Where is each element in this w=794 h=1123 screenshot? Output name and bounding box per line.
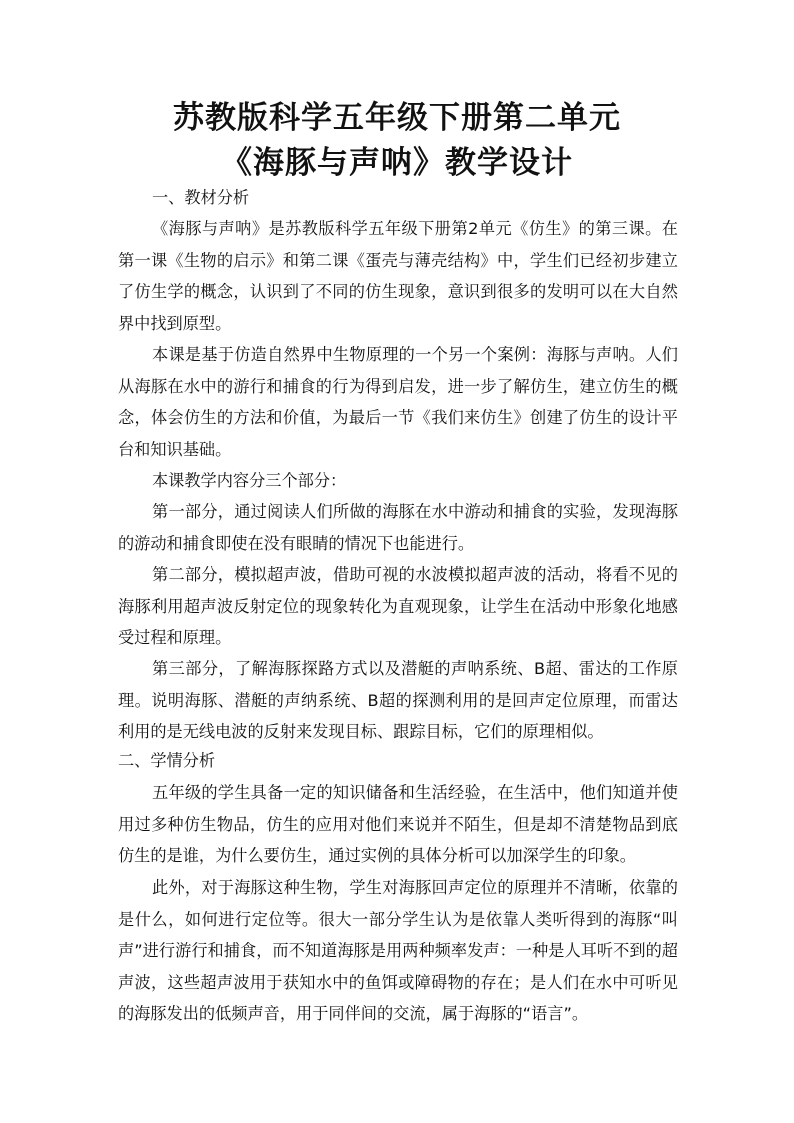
section1-paragraph-1: 《海豚与声呐》是苏教版科学五年级下册第2单元《仿生》的第三课。在第一课《生物的启示》和第二课《蛋壳与薄壳结构》中，学生们已经初步建立了仿生学的概念，认识到了不同的仿生现象，意识到很多的发明可以在大自然界中找到原型。: [118, 219, 678, 333]
document-title-line2: 《海豚与声呐》教学设计: [221, 145, 573, 181]
document-title-line1: 苏教版科学五年级下册第二单元: [173, 100, 621, 136]
section1-paragraph-5: 第二部分，模拟超声波，借助可视的水波模拟超声波的活动，将看不见的海豚利用超声波反射定位的现象转化为直观现象，让学生在活动中形象化地感受过程和原理。: [118, 565, 678, 647]
section2-heading: 二、学情分析: [118, 751, 216, 770]
section2-paragraph-1: 五年级的学生具备一定的知识储备和生活经验，在生活中，他们知道并使用过多种仿生物品，仿生的应用对他们来说并不陌生，但是却不清楚物品到底仿生的是谁，为什么要仿生，通过实例的具体分析可以加深学生的印象。: [118, 783, 678, 865]
section1-heading: 一、教材分析: [152, 188, 250, 207]
section2-paragraph-2: 此外，对于海豚这种生物，学生对海豚回声定位的原理并不清晰，依靠的是什么，如何进行定位等。很大一部分学生认为是依靠人类听得到的海豚“叫声”进行游行和捕食，而不知道海豚是用两种频率发声：一种是人耳听不到的超声波，这些超声波用于获知水中的鱼饵或障碍物的存在；是人们在水中可听见的海豚发出的低频声音，用于同伴间的交流，属于海豚的“语言”。: [118, 878, 678, 1023]
section1-paragraph-4: 第一部分，通过阅读人们所做的海豚在水中游动和捕食的实验，发现海豚的游动和捕食即使在没有眼睛的情况下也能进行。: [118, 502, 678, 553]
section1-paragraph-2: 本课是基于仿造自然界中生物原理的一个另一个案例：海豚与声呐。人们从海豚在水中的游行和捕食的行为得到启发，进一步了解仿生，建立仿生的概念，体会仿生的方法和价值，为最后一节《我们来仿生》创建了仿生的设计平台和知识基础。: [118, 345, 678, 459]
section1-paragraph-6: 第三部分，了解海豚探路方式以及潜艇的声呐系统、B超、雷达的工作原理。说明海豚、潜艇的声纳系统、B超的探测利用的是回声定位原理，而雷达利用的是无线电波的反射来发现目标、跟踪目标，它们的原理相似。: [118, 659, 678, 741]
section1-paragraph-3: 本课教学内容分三个部分：: [152, 471, 347, 490]
